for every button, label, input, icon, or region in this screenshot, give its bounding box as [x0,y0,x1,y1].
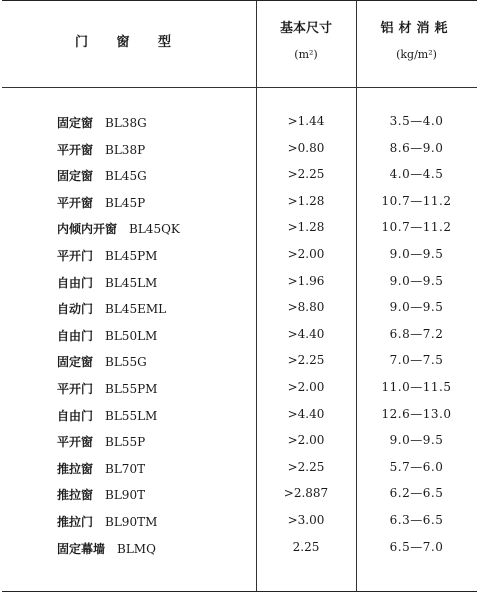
basic-size-value: >0.80 [287,140,325,155]
type-name: 内倾内开窗 [57,222,118,237]
table-row [2,540,477,567]
column-header-size-unit: (m²) [294,48,318,61]
type-code: BL45PM [105,248,158,263]
header-divider [2,87,477,88]
basic-size-value: >2.25 [287,353,325,368]
door-window-type [57,167,147,184]
type-code: BL45G [105,169,147,184]
aluminum-consumption-value: 7.0—7.5 [389,353,444,368]
type-name: 推拉窗 [57,461,94,476]
basic-size-value: >3.00 [287,512,325,527]
aluminum-consumption-value: 9.0—9.5 [389,273,444,288]
type-code: BL55LM [105,408,158,423]
door-window-type [57,380,157,397]
type-name: 平开窗 [57,142,94,157]
table-row [2,220,477,247]
type-name: 固定窗 [57,355,94,370]
type-code: BL90T [105,488,146,503]
basic-size-value: >8.80 [287,300,325,315]
table-body [2,114,477,566]
column-header-size [256,17,356,61]
basic-size-value: >2.25 [287,459,325,474]
basic-size-value: 2.25 [292,539,320,554]
type-name: 推拉门 [57,514,94,529]
type-code: BL38G [105,116,147,130]
type-code: BL70T [105,461,146,476]
type-code: BL45QK [129,222,180,237]
table-row [2,274,477,301]
type-name: 平开窗 [57,195,94,210]
door-window-type [57,486,145,503]
aluminum-consumption-value: 5.7—6.0 [389,459,444,474]
door-window-type [57,353,147,370]
type-name: 自由门 [57,275,94,290]
aluminum-consumption-value: 10.7—11.2 [381,193,452,208]
door-window-type [57,141,145,158]
door-window-type [57,274,157,291]
table-row [2,194,477,221]
table-row [2,433,477,460]
aluminum-consumption-value: 9.0—9.5 [389,300,444,315]
basic-size-value: >4.40 [287,406,325,421]
column-header-consumption-label: 铝材消耗 [380,21,453,36]
basic-size-value: >2.887 [283,486,329,501]
aluminum-consumption-value: 6.8—7.2 [389,326,444,341]
door-window-type [57,540,156,557]
column-header-type: 门 窗 型 [74,35,184,50]
type-code: BL55PM [105,381,158,396]
type-name: 平开门 [57,248,94,263]
basic-size-value: >1.96 [287,273,325,288]
table-row [2,114,477,141]
table-row [2,407,477,434]
door-window-type [57,460,145,477]
basic-size-value: >2.00 [287,246,325,261]
door-window-type [57,247,157,264]
type-code: BL45EML [105,302,167,317]
type-code: BL50LM [105,328,158,343]
aluminum-consumption-value: 9.0—9.5 [389,246,444,261]
type-name: 固定窗 [57,169,94,184]
type-code: BL45LM [105,275,158,290]
door-window-type [57,513,157,530]
aluminum-consumption-value: 12.6—13.0 [381,406,452,421]
type-name: 固定窗 [57,116,94,130]
door-window-type [57,407,157,424]
type-name: 平开窗 [57,435,94,450]
type-name: 自由门 [57,328,94,343]
table-row [2,513,477,540]
aluminum-consumption-value: 8.6—9.0 [389,140,444,155]
table-row [2,141,477,168]
table-row [2,327,477,354]
table-row [2,300,477,327]
basic-size-value: >1.44 [287,114,325,128]
aluminum-consumption-value: 11.0—11.5 [381,379,452,394]
table-row [2,247,477,274]
basic-size-value: >1.28 [287,193,325,208]
basic-size-value: >4.40 [287,326,325,341]
type-code: BLMQ [117,541,156,556]
table-row [2,380,477,407]
basic-size-value: >2.25 [287,167,325,182]
basic-size-value: >2.00 [287,433,325,448]
table-row [2,167,477,194]
type-name: 自动门 [57,302,94,317]
aluminum-consumption-value: 10.7—11.2 [381,220,452,235]
type-code: BL38P [105,142,146,157]
aluminum-consumption-value: 6.3—6.5 [389,512,444,527]
column-header-size-label: 基本尺寸 [279,21,332,36]
type-code: BL55G [105,355,147,370]
aluminum-consumption-table [2,0,477,592]
table-row [2,353,477,380]
aluminum-consumption-value: 9.0—9.5 [389,433,444,448]
aluminum-consumption-value: 6.2—6.5 [389,486,444,501]
door-window-type [57,194,145,211]
aluminum-consumption-value: 4.0—4.5 [389,167,444,182]
type-name: 固定幕墙 [57,541,106,556]
column-header-consumption [356,17,477,61]
door-window-type [57,327,157,344]
type-name: 自由门 [57,408,94,423]
aluminum-consumption-value: 6.5—7.0 [389,539,444,554]
door-window-type [57,300,166,317]
aluminum-consumption-value: 3.5—4.0 [389,114,444,128]
type-code: BL55P [105,435,146,450]
basic-size-value: >2.00 [287,379,325,394]
basic-size-value: >1.28 [287,220,325,235]
door-window-type [57,220,180,237]
column-header-consumption-unit: (kg/m²) [396,48,437,61]
type-name: 推拉窗 [57,488,94,503]
table-row [2,460,477,487]
type-code: BL45P [105,195,146,210]
door-window-type [57,114,147,131]
type-name: 平开门 [57,381,94,396]
door-window-type [57,433,145,450]
type-code: BL90TM [105,514,158,529]
table-row [2,486,477,513]
